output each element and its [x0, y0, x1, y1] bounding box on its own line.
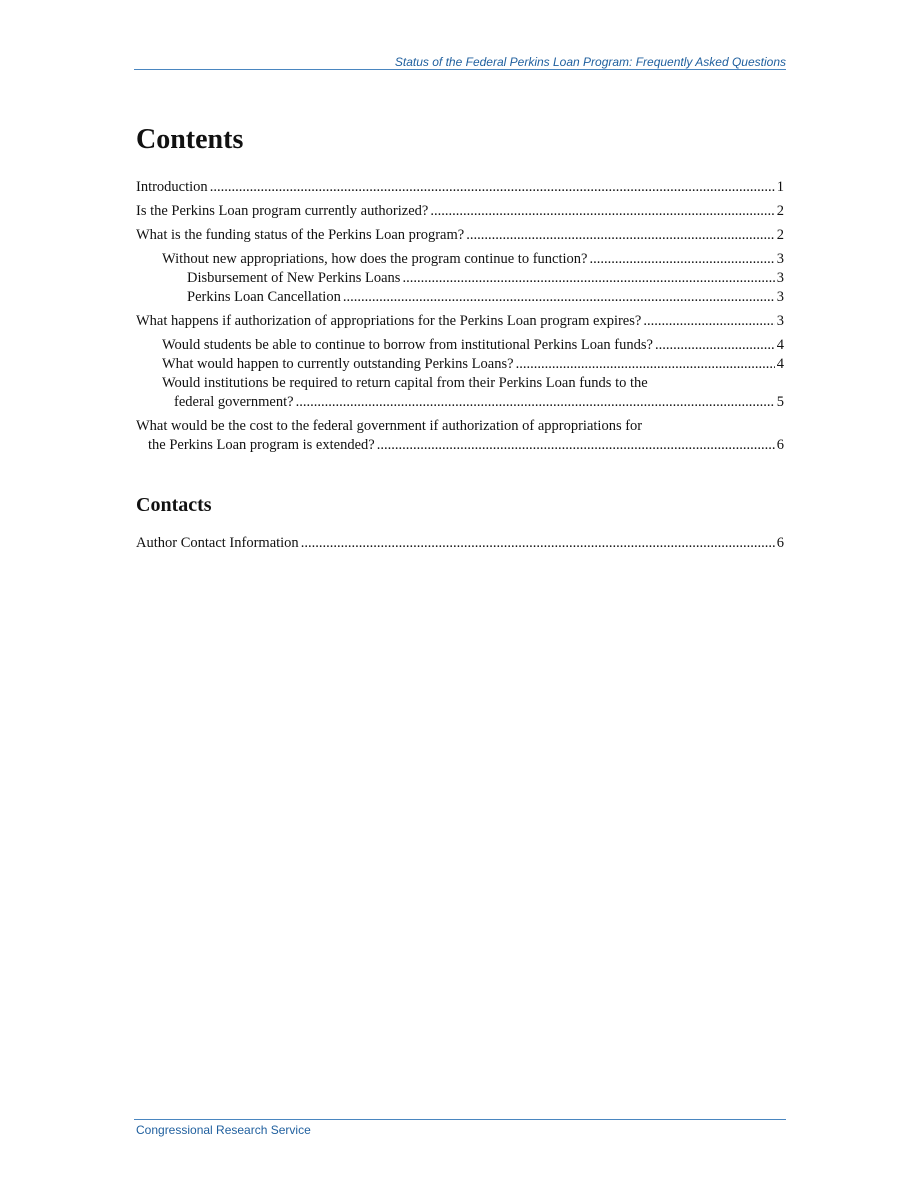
toc-page-number: 2 [776, 227, 784, 243]
toc-entry-disbursement[interactable] [136, 269, 784, 288]
toc-page-number: 3 [776, 313, 784, 329]
toc-leader-dots [643, 312, 774, 331]
toc-leader-dots [301, 534, 775, 553]
toc-entry-title: What would happen to currently outstanding Perkins Loans? [162, 356, 514, 372]
toc-entry-title-line1: What would be the cost to the federal government if authorization of appropriations for [136, 418, 643, 434]
contents-heading: Contents [136, 124, 244, 155]
toc-entry-title: What is the funding status of the Perkins Loan program? [136, 227, 465, 243]
toc-entry-funding-status[interactable] [136, 226, 784, 245]
toc-entry-title: Disbursement of New Perkins Loans [187, 270, 401, 286]
toc-leader-dots [655, 336, 775, 355]
running-header-title: Status of the Federal Perkins Loan Program: Frequently Asked Questions [394, 55, 786, 69]
toc-entry-without-new-appropriations[interactable] [136, 250, 784, 269]
footer-rule [134, 1119, 786, 1120]
toc-leader-dots [466, 226, 775, 245]
toc-leader-dots [296, 393, 775, 412]
toc-leader-dots [402, 269, 774, 288]
toc-leader-dots [210, 178, 775, 197]
toc-entry-currently-authorized[interactable] [136, 202, 784, 221]
toc-entry-students-borrow[interactable] [136, 336, 784, 355]
footer-organization: Congressional Research Service [136, 1123, 311, 1137]
toc-entry-title: Is the Perkins Loan program currently authorized? [136, 203, 429, 219]
toc-entry-title-line2: the Perkins Loan program is extended? [148, 437, 375, 453]
toc-entry-cost-if-extended[interactable] [136, 417, 784, 455]
toc-page-number: 4 [776, 356, 784, 372]
toc-page-number: 4 [776, 337, 784, 353]
toc-page-number: 3 [776, 270, 784, 286]
toc-page-number: 2 [776, 203, 784, 219]
toc-leader-dots [343, 288, 775, 307]
toc-entry-title: Without new appropriations, how does the program continue to function? [162, 251, 588, 267]
toc-entry-title: Introduction [136, 179, 208, 195]
toc-entry-title: Would students be able to continue to borrow from institutional Perkins Loan funds? [162, 337, 653, 353]
toc-entry-title-line2: federal government? [174, 394, 294, 410]
toc-entry-author-contact[interactable] [136, 534, 784, 553]
toc-page-number: 3 [776, 251, 784, 267]
toc-entry-title-row [162, 393, 784, 412]
toc-page-number: 5 [776, 394, 784, 410]
toc-entry-authorization-expires[interactable] [136, 312, 784, 331]
toc-entry-outstanding-loans[interactable] [136, 355, 784, 374]
toc-page-number: 1 [776, 179, 784, 195]
toc-entry-introduction[interactable] [136, 178, 784, 197]
toc-page-number: 6 [776, 437, 784, 453]
toc-leader-dots [377, 436, 775, 455]
contacts-list [136, 534, 784, 553]
toc-leader-dots [516, 355, 775, 374]
toc-entry-loan-cancellation[interactable] [136, 288, 784, 307]
contents-list [136, 178, 784, 455]
contacts-heading: Contacts [136, 494, 212, 516]
toc-entry-title: Perkins Loan Cancellation [187, 289, 341, 305]
toc-entry-title: What happens if authorization of appropriations for the Perkins Loan program expires? [136, 313, 642, 329]
toc-entry-return-capital[interactable] [136, 374, 784, 412]
toc-leader-dots [430, 202, 774, 221]
toc-entry-title-line1: Would institutions be required to return capital from their Perkins Loan funds to the [162, 375, 648, 391]
header-rule [134, 69, 786, 70]
toc-leader-dots [589, 250, 774, 269]
toc-page-number: 3 [776, 289, 784, 305]
toc-entry-title-row [136, 436, 784, 455]
toc-page-number: 6 [776, 535, 784, 551]
toc-entry-title: Author Contact Information [136, 535, 299, 551]
